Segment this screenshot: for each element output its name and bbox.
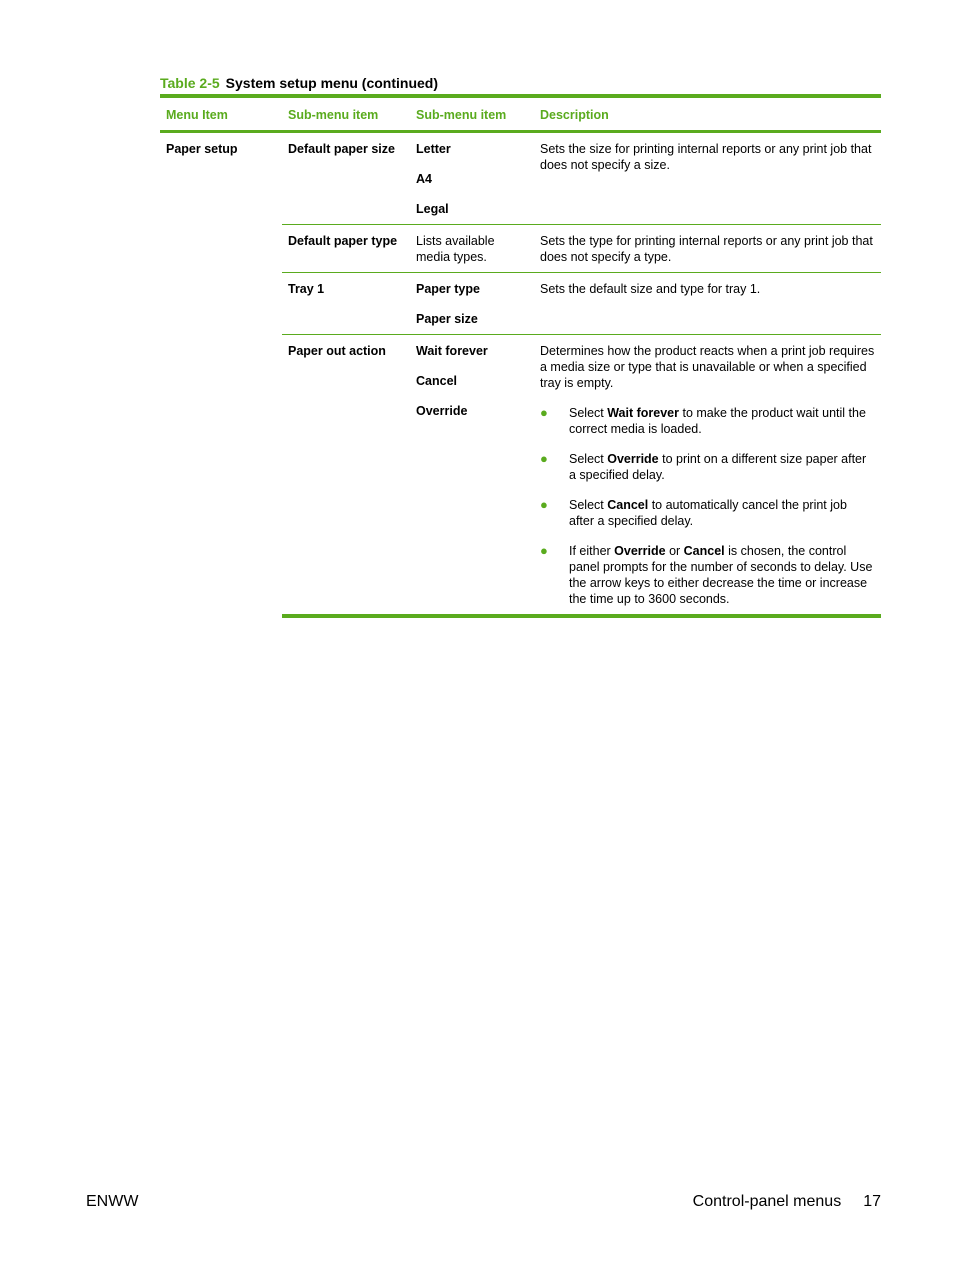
page-number: 17 (863, 1193, 881, 1210)
sub-menu-cell: Default paper type (282, 225, 410, 273)
option-list (410, 335, 534, 617)
description-cell: Sets the default size and type for tray 1. (534, 273, 881, 335)
bullet-dot-icon: ● (540, 451, 548, 466)
option-item: Letter (416, 142, 451, 156)
description-cell: Sets the size for printing internal reports or any print job that does not specify a size. (534, 132, 881, 225)
header-menu-item: Menu Item (160, 96, 282, 132)
header-sub-menu-item-1: Sub-menu item (282, 96, 410, 132)
header-description: Description (534, 96, 881, 132)
option-list (410, 273, 534, 335)
bullet-dot-icon: ● (540, 497, 548, 512)
footer-section: Control-panel menus (692, 1193, 842, 1210)
table-row (160, 132, 881, 225)
bullet-item: ● Select Wait forever to make the product wait until the correct media is loaded. (540, 405, 866, 436)
bullet-item: ● Select Override to print on a different size paper after a specified delay. (540, 451, 867, 482)
option-item: Paper size (416, 312, 478, 326)
option-item: Wait forever (416, 344, 488, 358)
description-text: Determines how the product reacts when a print job requires a media size or type that is unavailable or when a specified tray is empty. (540, 344, 875, 390)
option-item: Override (416, 404, 468, 418)
sub-menu-cell: Default paper size (282, 132, 410, 225)
description-cell: Sets the type for printing internal reports or any print job that does not specify a type. (534, 225, 881, 273)
option-item: Paper type (416, 282, 480, 296)
option-item: A4 (416, 172, 432, 186)
header-sub-menu-item-2: Sub-menu item (410, 96, 534, 132)
option-item: Cancel (416, 374, 457, 388)
option-list (410, 132, 534, 225)
table-header-row (160, 96, 881, 132)
option-text-cell: Lists available media types. (410, 225, 534, 273)
footer-left: ENWW (86, 1193, 139, 1210)
bullet-dot-icon: ● (540, 405, 548, 420)
bullet-item: ● Select Cancel to automatically cancel the print job after a specified delay. (540, 497, 847, 528)
bullet-list (540, 405, 875, 607)
table-title: System setup menu (continued) (225, 75, 439, 91)
footer-right (693, 1192, 881, 1212)
sub-menu-cell: Paper out action (282, 335, 410, 617)
table-number: Table 2-5 (160, 75, 220, 91)
bullet-dot-icon: ● (540, 543, 548, 558)
option-item: Legal (416, 202, 449, 216)
menu-item-cell: Paper setup (166, 142, 238, 156)
system-setup-table (160, 94, 881, 618)
table-caption (160, 75, 438, 92)
description-cell (534, 335, 881, 617)
sub-menu-cell: Tray 1 (282, 273, 410, 335)
bullet-item: ● If either Override or Cancel is chosen, the control panel prompts for the number of seconds to delay. Use the arrow keys to either decrease the time or increase the time up to 3600 seconds. (540, 543, 873, 606)
